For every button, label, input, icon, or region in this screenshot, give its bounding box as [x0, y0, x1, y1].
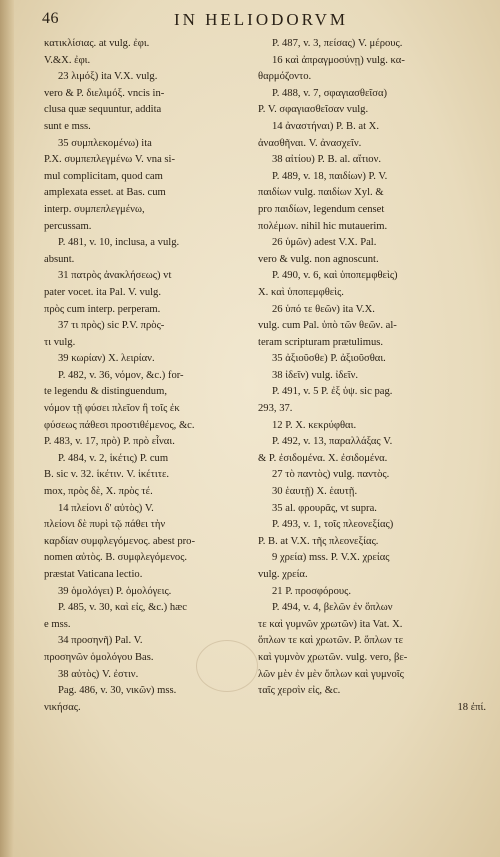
text-line: 35 συμπλεκομένω) ita: [58, 137, 152, 149]
text-line: 14 πλείονι δ' αὐτὸς) V.: [58, 502, 154, 514]
text-line: 16 καὶ ἀπραγμοσύνῃ) vulg. κα-: [272, 54, 405, 66]
text-line: λῶν μὲν ἐν μὲν ὅπλων καὶ γυμνοῖς: [258, 668, 404, 680]
text-line: 21 P. προσφόρους.: [272, 585, 351, 597]
text-line: 14 ἀναστήναι) P. B. at X.: [272, 120, 379, 132]
text-line: P. V. σφαγιασθεῖσαν vulg.: [258, 104, 369, 116]
text-line: 35 al. φρουρᾶς, vt supra.: [272, 502, 377, 514]
text-line: νικήσας.: [44, 701, 81, 713]
text-line: absunt.: [44, 253, 75, 265]
text-line: 38 αἰτίου) P. B. al. αἴτιον.: [272, 154, 382, 166]
text-line: κατικλίσιας. at vulg. ἐφι.: [44, 38, 150, 49]
running-title: IN HELIODORVM: [173, 10, 349, 29]
text-line: 26 ὑμῶν) adest V.X. Pal.: [272, 237, 377, 249]
binding-gutter: [0, 0, 14, 857]
text-line: percussam.: [44, 220, 92, 232]
text-line: P. 491, v. 5 P. ἐξ ὑψ. sic pag.: [272, 386, 393, 398]
text-line: τι vulg.: [44, 336, 76, 348]
text-line: 9 χρεία) mss. P. V.X. χρείας: [272, 552, 390, 564]
text-line: καρδίαν συμφλεγόμενος. abest pro-: [44, 535, 195, 547]
text-line: 293, 37.: [258, 403, 293, 415]
text-line: 39 ὁμολόγει) P. ὁμολόγεις.: [58, 585, 172, 597]
text-line: P. B. at V.X. τῆς πλεονεξίας.: [258, 535, 379, 547]
text-line: clusa quæ sequuntur, addita: [44, 104, 162, 116]
text-line: P. 493, v. 1, τοῖς πλεονεξίας): [272, 519, 394, 531]
text-line: te legendu & distinguendum,: [44, 386, 167, 398]
left-column: [44, 36, 256, 716]
text-line: P. 488, v. 7, σφαγιασθεῖσα): [272, 87, 388, 99]
right-column: [258, 36, 486, 716]
text-line: πολέμων. nihil hic mutauerim.: [258, 220, 388, 232]
text-line: interp. συμπεπλεγμένω,: [44, 203, 145, 215]
catchword: 18 ἐπί.: [457, 701, 486, 713]
text-line: P. 490, v. 6, καὶ ὑποπεμφθεὶς): [272, 270, 398, 282]
text-line: P. 483, v. 17, πρὸ) P. πρὸ εἶναι.: [44, 436, 175, 448]
text-line: P. 481, v. 10, inclusa, a vulg.: [58, 237, 180, 249]
text-line: P.X. συμπεπλεγμένω V. vna si-: [44, 154, 176, 166]
text-line: φύσεως πάθεσι προστιθέμενος, &c.: [44, 419, 195, 431]
text-line: 31 πατρὸς ἀνακλήσεως) vt: [58, 270, 172, 282]
text-line: παιδίων vulg. παιδίων Xyl. &: [258, 187, 384, 199]
text-line: vulg. χρεία.: [258, 569, 308, 580]
text-line: X. καὶ ὑποπεμφθεὶς.: [258, 286, 344, 298]
text-line: θαρμόζοντο.: [258, 71, 312, 83]
text-line: 26 ὑπό τε θεῶν) ita V.X.: [272, 303, 375, 315]
text-line: 12 P. X. κεκρύφθαι.: [272, 419, 357, 431]
text-line: 39 κωρίαν) X. λειρίαν.: [58, 353, 155, 365]
text-line: νόμον τῇ φύσει πλεῖον ἢ τοῖς ἐκ: [44, 403, 180, 415]
text-line: P. 485, v. 30, καὶ εἰς, &c.) hæc: [58, 602, 187, 614]
text-line: vero & P. διελιμόξ. vncis in-: [44, 87, 165, 99]
text-line: præstat Vaticana lectio.: [44, 569, 143, 580]
text-line: P. 484, v. 2, ἱκέτις) P. cum: [58, 452, 169, 464]
text-line: pater vocet. ita Pal. V. vulg.: [44, 286, 162, 298]
text-line: προσηνῶν ὁμολόγου Bas.: [44, 651, 154, 663]
text-line: ταῖς χερσὶν εἰς, &c.: [258, 685, 341, 697]
text-line: Pag. 486, v. 30, νικῶν) mss.: [58, 685, 177, 697]
text-line: 37 τι πρὸς) sic P.V. πρὸς-: [58, 320, 165, 332]
text-line: 23 λιμόξ) ita V.X. vulg.: [58, 71, 158, 83]
text-line: 38 ἰδεῖν) vulg. ἰδεῖν.: [272, 369, 359, 381]
text-line: τε καὶ γυμνῶν χρωτῶν) ita Vat. X.: [258, 618, 403, 630]
text-line: καὶ γυμνὸν χρωτῶν. vulg. vero, βε-: [258, 651, 408, 663]
text-line: ἀνασθῆναι. V. ἀνασχεῖν.: [258, 137, 362, 149]
text-line: vulg. cum Pal. ὑπὸ τῶν θεῶν. al-: [258, 320, 397, 332]
text-line: P. 494, v. 4, βελῶν ἐν ὅπλων: [272, 602, 393, 614]
text-line: B. sic v. 32. ἱκέτιν. V. ἱκέτιτε.: [44, 469, 170, 481]
page-number: 46: [42, 10, 59, 27]
text-line: pro παιδίων, legendum censet: [258, 203, 385, 215]
text-line: nomen αὐτὸς. B. συμφλεγόμενος.: [44, 552, 188, 564]
text-line: vero & vulg. non agnoscunt.: [258, 253, 379, 265]
text-line: P. 482, v. 36, νόμον, &c.) for-: [58, 369, 184, 381]
text-line: e mss.: [44, 618, 71, 630]
running-header: [40, 8, 482, 34]
text-line: P. 492, v. 13, παραλλάξας V.: [272, 436, 393, 448]
text-line: ὅπλων τε καὶ χρωτῶν. P. ὅπλων τε: [258, 635, 404, 647]
text-line: πρὸς cum interp. perperam.: [44, 303, 161, 315]
text-line: & P. ἐσιδομένα. X. ἐσιδομένα.: [258, 452, 388, 464]
text-line: 38 αὐτὸς) V. ἐστιν.: [58, 668, 139, 680]
text-line: sunt e mss.: [44, 120, 91, 132]
text-line: πλείονι δὲ πυρὶ τῷ πάθει τὴν: [44, 519, 166, 531]
text-line: amplexata esset. at Bas. cum: [44, 187, 166, 199]
text-line: 34 προσηνῆ) Pal. V.: [58, 635, 143, 647]
text-line: 27 τὸ παντὸς) vulg. παντὸς.: [272, 469, 390, 481]
text-line: V.&X. ἐφι.: [44, 54, 91, 66]
text-line: mox, πρὸς δὲ, X. πρὸς τέ.: [44, 486, 153, 498]
text-line: P. 487, v. 3, πείσας) V. μέρους.: [272, 38, 403, 49]
text-line: mul complicitam, quod cam: [44, 170, 163, 182]
text-line: teram scripturam prætulimus.: [258, 336, 384, 348]
text-line: P. 489, v. 18, παιδίων) P. V.: [272, 170, 388, 182]
text-line: 35 ἀξιοῦσθε) P. ἀξιοῦσθαι.: [272, 353, 386, 365]
text-line: 30 ἑαυτῇ) X. ἑαυτῇ.: [272, 486, 358, 498]
